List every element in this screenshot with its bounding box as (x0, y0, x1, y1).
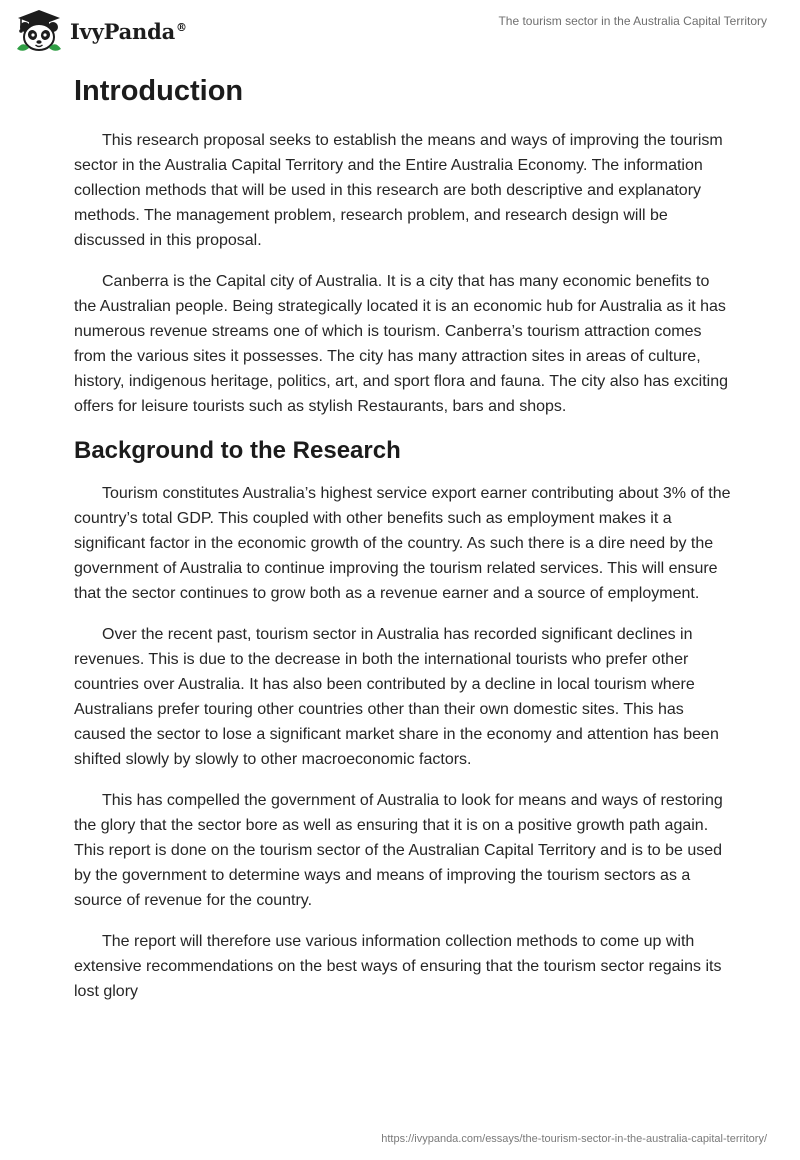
paragraph: Tourism constitutes Australia’s highest service export earner contributing about 3% of the country’s total GDP. This coupled with other benefits such as employment makes it a significant factor in the economic growth of the country. As such there is a dire need by the government of Australia to continue improving the tourism related services. This will ensure that the sector continues to grow both as a revenue earner and a source of employment. (74, 485, 731, 602)
source-url[interactable]: https://ivypanda.com/essays/the-tourism-sector-in-the-australia-capital-territory/ (381, 1133, 767, 1145)
paragraph: This has compelled the government of Australia to look for means and ways of restoring the glory that the sector bore as well as ensuring that it is on a positive growth path again. This report is done on the tourism sector of the Australian Capital Territory and is to be used by the government to determine ways and means of improving the tourism sectors as a source of revenue for the country. (74, 792, 723, 909)
section-heading-introduction: Introduction (74, 75, 244, 107)
registered-mark: ® (176, 20, 187, 34)
paragraph: Over the recent past, tourism sector in Australia has recorded significant declines in revenues. This is due to the decrease in both the international tourists who prefer other countries over Australia. It has also been contributed by a decline in local tourism where Australians prefer touring other countries other than their own domestic sites. This has caused the sector to lose a significant market share in the economy and attention has been shifted slowly by slowly to other macroeconomic factors. (74, 626, 719, 768)
logo-wordmark: IvyPanda® (70, 18, 187, 44)
section-heading-background: Background to the Research (74, 437, 401, 464)
page-header (0, 0, 800, 64)
ivypanda-logo[interactable] (14, 8, 187, 54)
panda-graduate-icon (14, 8, 64, 54)
paragraph: Canberra is the Capital city of Australia. It is a city that has many economic benefits to the Australian people. Being strategically located it is an economic hub for Australia as it has numerous revenue streams one of which is tourism. Canberra’s tourism attraction comes from the various sites it possesses. The city has many attraction sites in areas of culture, history, indigenous heritage, politics, art, and sport flora and fauna. The city also has exciting offers for leisure tourists such as stylish Restaurants, bars and shops. (74, 273, 728, 415)
essay-content (74, 72, 734, 1020)
document-title: The tourism sector in the Australia Capital Territory (498, 14, 767, 28)
paragraph: This research proposal seeks to establish the means and ways of improving the tourism sector in the Australia Capital Territory and the Entire Australia Economy. The information collection methods that will be used in this research are both descriptive and explanatory methods. The management problem, research problem, and research design will be discussed in this proposal. (74, 132, 723, 249)
paragraph: The report will therefore use various information collection methods to come up with extensive recommendations on the best ways of ensuring that the tourism sector regains its lost glory (74, 933, 722, 1000)
